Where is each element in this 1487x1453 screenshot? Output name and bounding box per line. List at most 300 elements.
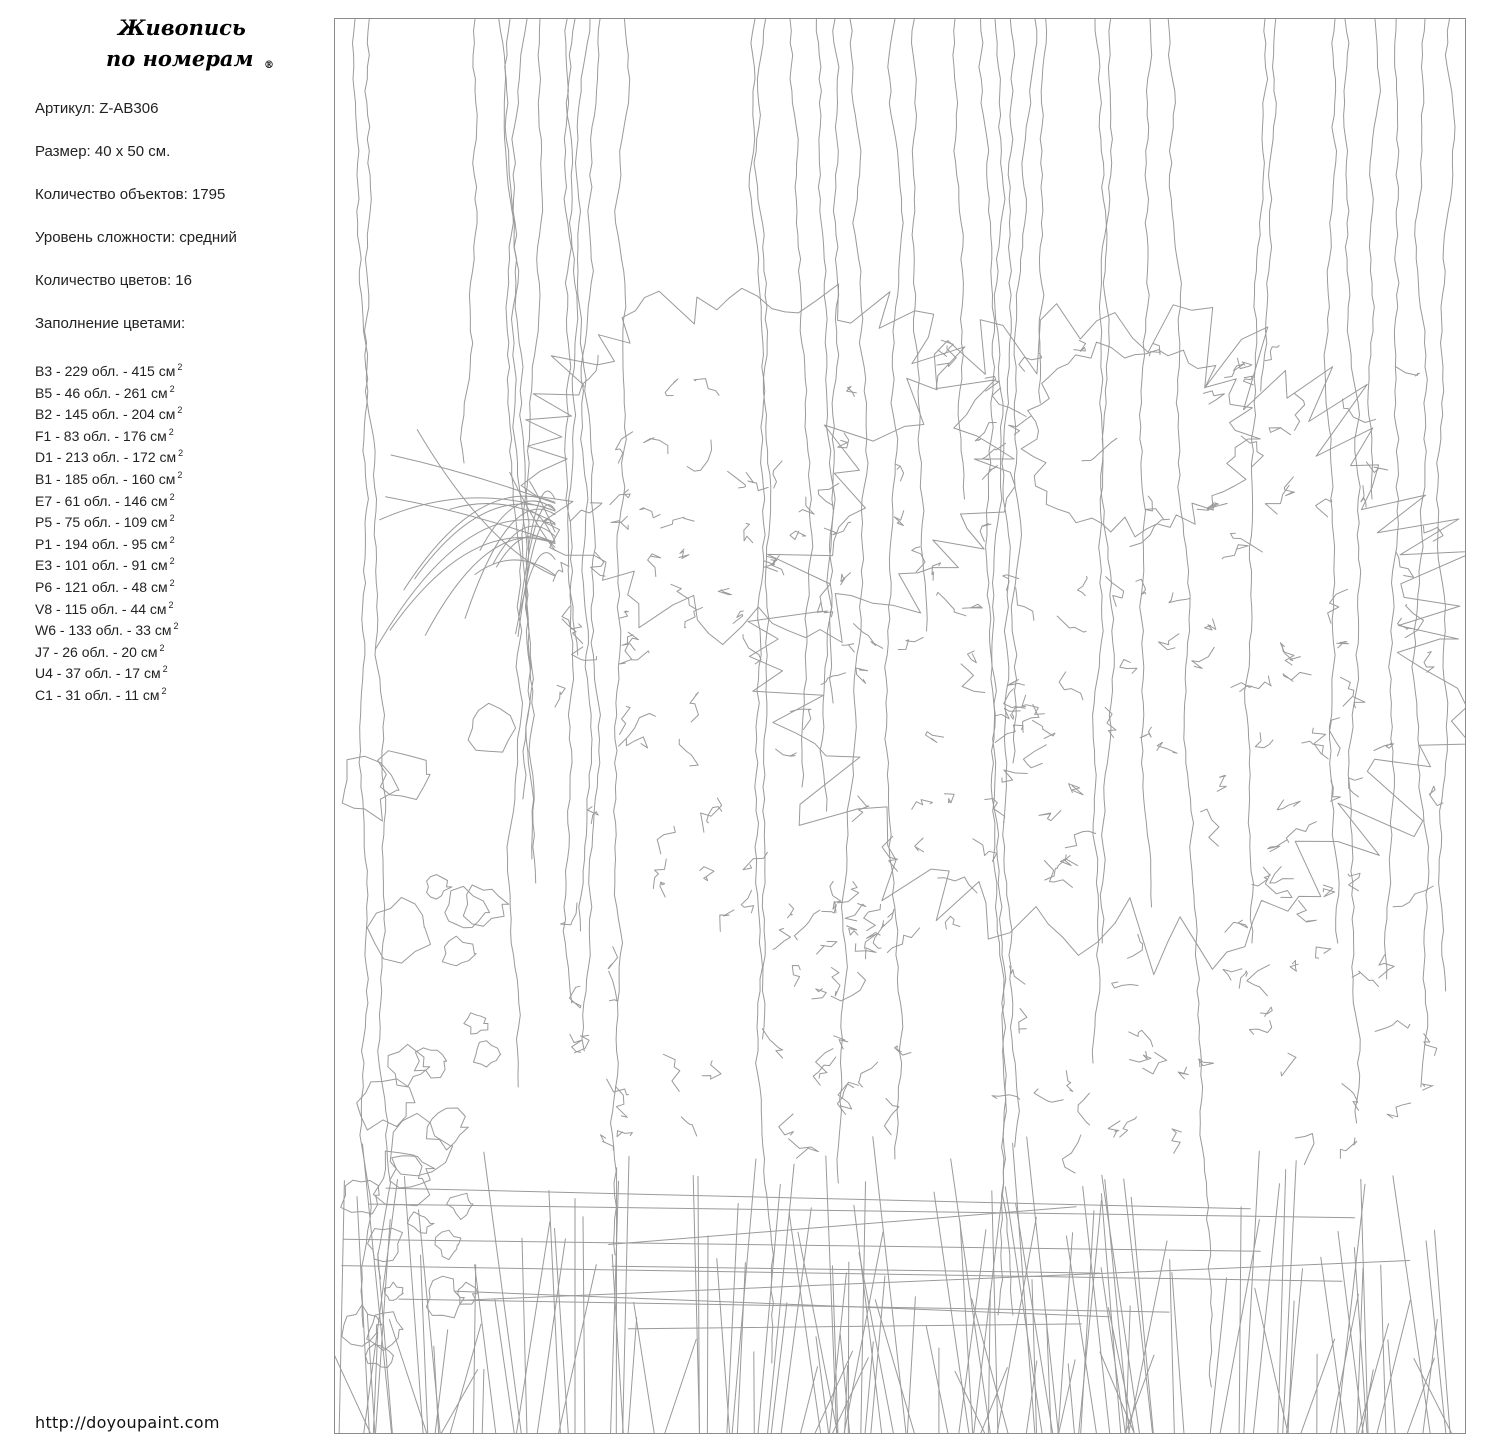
- fur-stroke: [1009, 416, 1032, 435]
- grass-blade: [861, 1182, 866, 1434]
- tree-trunk-line: [461, 19, 478, 463]
- fur-stroke: [685, 607, 703, 627]
- fur-stroke: [1078, 576, 1088, 595]
- fur-stroke: [1082, 438, 1117, 461]
- fur-stroke: [1396, 367, 1420, 376]
- fur-stroke: [1250, 1021, 1272, 1035]
- fur-stroke: [665, 379, 678, 396]
- fur-stroke: [1422, 1084, 1433, 1090]
- fur-stroke: [1250, 676, 1271, 689]
- fur-stroke: [985, 376, 999, 391]
- tree-trunks: [353, 19, 1456, 1387]
- grass-blade: [664, 1339, 696, 1434]
- tree-trunk-line: [912, 19, 928, 631]
- fur-stroke: [562, 606, 582, 629]
- fur-stroke: [1223, 969, 1242, 980]
- fur-stroke: [1302, 741, 1328, 759]
- fur-stroke: [1136, 579, 1146, 594]
- fur-stroke: [1312, 728, 1325, 754]
- grass-blade: [1124, 1179, 1153, 1434]
- tree-trunk-line: [576, 19, 601, 1051]
- legend-item: P6 - 121 обл. - 48 см $^2$: [35, 577, 175, 595]
- fur-stroke: [743, 852, 767, 870]
- tree-trunk-line: [563, 19, 575, 1003]
- fur-stroke: [799, 497, 814, 514]
- grass-blade: [717, 1259, 730, 1434]
- fur-stroke: [859, 1062, 878, 1087]
- fur-stroke: [794, 910, 820, 940]
- fur-stroke: [818, 483, 839, 505]
- foliage-blob: [447, 1193, 473, 1219]
- grass-blade: [1414, 1359, 1453, 1435]
- foliage-blob: [373, 1151, 429, 1206]
- fur-stroke: [1158, 634, 1178, 650]
- fur-stroke: [640, 508, 660, 518]
- fur-stroke: [1405, 605, 1423, 638]
- fur-stroke: [1129, 1030, 1153, 1046]
- fur-stroke: [912, 800, 933, 810]
- foliage-blob: [442, 936, 476, 966]
- grass-blade: [754, 1352, 755, 1434]
- fur-stroke: [1297, 901, 1316, 922]
- legend-item: B5 - 46 обл. - 261 см $^2$: [35, 383, 175, 401]
- tree-trunk-line: [790, 19, 813, 787]
- fur-stroke: [1270, 867, 1294, 883]
- fur-stroke: [617, 1131, 632, 1137]
- fur-stroke: [661, 517, 694, 528]
- fur-stroke: [790, 531, 806, 540]
- foliage-blob: [426, 1276, 464, 1318]
- legend-item: P5 - 75 обл. - 109 см $^2$: [35, 513, 175, 531]
- fur-stroke: [865, 933, 881, 949]
- fur-stroke: [626, 737, 647, 748]
- fur-stroke: [1203, 391, 1224, 404]
- fur-stroke: [762, 1029, 782, 1058]
- fur-stroke: [619, 714, 656, 747]
- fur-stroke: [1340, 677, 1353, 706]
- branch-line: [628, 1324, 1081, 1329]
- fur-stroke: [915, 838, 924, 852]
- fur-stroke: [1281, 1053, 1296, 1076]
- tree-trunk-line: [1324, 19, 1339, 943]
- grass-blade: [537, 1239, 565, 1434]
- fur-stroke: [1120, 1117, 1137, 1137]
- grass-blade: [583, 1217, 585, 1434]
- fur-stroke: [1034, 1089, 1063, 1102]
- fur-stroke: [660, 882, 665, 897]
- fur-stroke: [841, 573, 851, 585]
- fur-stroke: [1237, 358, 1251, 368]
- fur-stroke: [1205, 619, 1216, 630]
- tree-trunk-line: [1092, 19, 1112, 1063]
- grass-blade: [767, 1164, 794, 1434]
- tree-trunk-line: [885, 19, 904, 1159]
- tree-trunk-line: [565, 19, 578, 655]
- fur-stroke: [1120, 660, 1137, 674]
- fur-stroke: [741, 890, 753, 913]
- fur-stroke: [1002, 770, 1027, 782]
- fur-stroke: [1023, 745, 1046, 768]
- fur-stroke: [779, 1114, 794, 1135]
- grass-blade: [475, 1265, 496, 1434]
- fur-stroke: [687, 440, 712, 471]
- fur-stroke: [1225, 364, 1244, 378]
- fur-stroke: [1222, 545, 1248, 559]
- legend-item: W6 - 133 обл. - 33 см $^2$: [35, 621, 179, 639]
- fur-stroke: [1199, 1059, 1214, 1067]
- fur-stroke: [1057, 616, 1086, 632]
- fur-stroke: [992, 388, 1026, 417]
- grass-blade: [873, 1137, 906, 1434]
- fur-stroke: [587, 807, 598, 824]
- tree-trunk-line: [991, 19, 1013, 1315]
- fur-stroke: [788, 904, 794, 918]
- tree-trunk-line: [611, 19, 630, 1255]
- fur-stroke: [1328, 589, 1348, 623]
- tree-trunk-line: [837, 19, 868, 1183]
- grass-blade: [960, 1221, 973, 1434]
- tree-trunk-line: [1261, 19, 1277, 391]
- tree-trunk-line: [1011, 19, 1037, 763]
- fur-stroke: [1010, 966, 1025, 984]
- fill-heading: Заполнение цветами:: [35, 315, 186, 332]
- fur-stroke: [816, 1049, 833, 1079]
- brand-line-2: по номерам: [106, 46, 254, 71]
- fur-stroke: [1231, 533, 1263, 552]
- legend-item: B2 - 145 обл. - 204 см $^2$: [35, 405, 183, 423]
- grass-blade: [727, 1204, 738, 1435]
- grass-blade: [844, 1232, 883, 1434]
- fur-stroke: [773, 929, 791, 950]
- legend-item: V8 - 115 обл. - 44 см $^2$: [35, 599, 174, 617]
- grass-blade: [628, 1318, 637, 1434]
- fur-stroke: [855, 944, 876, 959]
- grass-blade: [339, 1181, 344, 1434]
- grass-blade: [612, 1254, 623, 1434]
- fur-stroke: [1074, 340, 1086, 351]
- fur-stroke: [894, 511, 904, 526]
- grass-blade: [1005, 1187, 1042, 1434]
- fur-stroke: [608, 947, 618, 969]
- fur-stroke: [1277, 800, 1300, 810]
- fur-stroke: [1294, 393, 1304, 430]
- fur-stroke: [694, 379, 719, 396]
- fur-stroke: [944, 794, 954, 803]
- fur-stroke: [847, 387, 857, 397]
- fur-stroke: [1078, 1093, 1090, 1125]
- foliage-blob: [414, 1048, 446, 1078]
- fur-stroke: [1128, 934, 1143, 958]
- fur-stroke: [1231, 683, 1252, 692]
- grass-blade: [378, 1253, 393, 1434]
- fur-stroke: [1268, 840, 1288, 852]
- fur-stroke: [856, 668, 868, 683]
- foliage-blob: [367, 897, 430, 963]
- grass-blade: [450, 1324, 481, 1434]
- grass-blade: [826, 1156, 837, 1434]
- fur-stroke: [1265, 874, 1292, 897]
- whisker-strand: [390, 538, 555, 631]
- fur-stroke: [790, 709, 811, 729]
- fur-stroke: [1295, 1134, 1314, 1165]
- fur-stroke: [896, 464, 904, 481]
- fur-stroke: [1247, 965, 1270, 996]
- fur-stroke: [945, 916, 960, 929]
- tree-trunk-line: [827, 19, 839, 703]
- grass-blade: [555, 1229, 569, 1435]
- fur-stroke: [728, 471, 746, 488]
- fur-stroke: [663, 1054, 680, 1091]
- foliage-blob: [435, 1230, 461, 1259]
- fur-stroke: [789, 1139, 819, 1159]
- fur-stroke: [1033, 720, 1056, 738]
- fur-stroke: [648, 554, 661, 577]
- grass-blade: [1083, 1186, 1110, 1434]
- fur-stroke: [679, 739, 698, 766]
- fur-stroke: [1065, 831, 1095, 848]
- fur-stroke: [583, 355, 598, 387]
- fur-stroke: [720, 910, 734, 932]
- foliage-blob: [464, 1013, 488, 1034]
- fur-stroke: [1108, 1121, 1120, 1137]
- line-art-canvas: [334, 18, 1466, 1434]
- fur-stroke: [609, 971, 617, 1001]
- fur-stroke: [1269, 428, 1290, 435]
- tree-trunk-line: [1344, 19, 1361, 1123]
- tree-trunk-line: [1368, 19, 1381, 499]
- fur-stroke: [1340, 1138, 1356, 1159]
- fur-stroke: [1375, 1021, 1410, 1032]
- fur-stroke: [980, 524, 991, 542]
- fur-stroke: [771, 556, 784, 575]
- fur-stroke: [776, 749, 797, 756]
- fur-stroke: [824, 522, 850, 535]
- branch-line: [369, 1204, 1355, 1218]
- fur-stroke: [1424, 652, 1434, 673]
- fur-stroke: [1342, 1084, 1359, 1111]
- fur-stroke: [864, 904, 881, 930]
- article-line: Артикул: Z-AB306: [35, 100, 159, 117]
- fur-stroke: [895, 1046, 911, 1055]
- fur-stroke: [1157, 742, 1177, 753]
- fur-stroke: [1062, 1135, 1081, 1173]
- fur-stroke: [926, 732, 944, 743]
- fur-stroke: [1316, 499, 1332, 517]
- fur-stroke: [854, 624, 883, 649]
- grass-blade: [1105, 1180, 1130, 1434]
- registered-mark: ®: [264, 60, 274, 71]
- fur-stroke: [831, 972, 865, 1001]
- grass-blade: [364, 1180, 398, 1435]
- colors-count-line: Количество цветов: 16: [35, 272, 192, 289]
- fur-stroke: [644, 438, 668, 454]
- grass-blade: [871, 1276, 885, 1434]
- grass-blade: [1079, 1200, 1102, 1434]
- bear-cub-head-outline: [1021, 342, 1260, 537]
- fur-stroke: [932, 563, 941, 580]
- grass-blade: [707, 1236, 708, 1434]
- legend-item: C1 - 31 обл. - 11 см $^2$: [35, 685, 167, 703]
- grass-blade: [558, 1265, 596, 1434]
- grass-blade: [1253, 1184, 1279, 1434]
- fur-stroke: [1282, 645, 1294, 665]
- grass-blade: [1393, 1176, 1431, 1434]
- foliage-blob: [390, 1156, 435, 1188]
- fur-stroke: [746, 473, 768, 491]
- fur-stroke: [601, 1135, 614, 1151]
- grass-blade: [440, 1370, 477, 1435]
- grass-blade: [634, 1302, 655, 1434]
- fur-stroke: [1225, 920, 1248, 932]
- fur-stroke: [937, 592, 966, 616]
- grass-blade: [1423, 1320, 1438, 1435]
- fur-stroke: [1019, 1008, 1027, 1033]
- fur-stroke: [1265, 345, 1279, 360]
- brand-logo: [96, 12, 296, 74]
- website-url: http://doyoupaint.com: [35, 1413, 220, 1432]
- fur-stroke: [610, 490, 630, 505]
- fur-stroke: [1290, 961, 1298, 972]
- fur-stroke: [963, 604, 983, 608]
- fur-stroke: [838, 433, 849, 448]
- fur-stroke: [1252, 867, 1270, 886]
- fur-stroke: [1178, 1067, 1188, 1079]
- fur-stroke: [1387, 1103, 1411, 1118]
- foliage-blob: [341, 1180, 380, 1214]
- color-legend: [35, 357, 183, 703]
- foliage-blob: [468, 703, 515, 752]
- grass-blade: [1321, 1257, 1346, 1434]
- fur-stroke: [681, 1117, 696, 1136]
- tree-trunk-line: [1245, 19, 1268, 943]
- fur-stroke: [845, 904, 866, 921]
- fur-stroke: [995, 725, 1023, 743]
- fur-stroke: [773, 461, 782, 488]
- grass-blade: [516, 1222, 550, 1434]
- legend-item: B1 - 185 обл. - 160 см $^2$: [35, 469, 183, 487]
- fur-stroke: [733, 611, 743, 623]
- fur-stroke: [1352, 971, 1378, 987]
- fur-stroke: [1348, 873, 1360, 891]
- fur-stroke: [701, 798, 722, 832]
- fur-stroke: [1260, 1007, 1272, 1016]
- foliage-blob: [342, 756, 399, 821]
- objects-count-line: Количество объектов: 1795: [35, 186, 226, 203]
- fur-stroke: [838, 882, 859, 903]
- fur-stroke: [887, 928, 919, 953]
- tree-trunk-line: [512, 19, 534, 859]
- grass-blade: [482, 1369, 484, 1434]
- foliage-blob: [474, 1041, 501, 1067]
- fur-stroke: [555, 685, 565, 707]
- fur-stroke: [570, 1034, 582, 1052]
- grass-blade: [1338, 1232, 1363, 1435]
- fur-stroke: [792, 966, 800, 987]
- fur-stroke: [898, 637, 923, 649]
- fur-stroke: [744, 524, 753, 543]
- fur-stroke: [1323, 885, 1334, 897]
- fur-stroke: [1374, 743, 1394, 751]
- fur-stroke: [1059, 672, 1083, 700]
- fur-stroke: [1039, 811, 1061, 821]
- grass-blade: [522, 1238, 527, 1434]
- fur-stroke: [1283, 672, 1311, 681]
- size-line: Размер: 40 х 50 см.: [35, 143, 171, 160]
- fur-stroke: [607, 1079, 629, 1095]
- grass-blade: [623, 1156, 629, 1434]
- fur-stroke: [1169, 593, 1190, 603]
- legend-item: D1 - 213 обл. - 172 см $^2$: [35, 448, 184, 466]
- legend-item: E7 - 61 обл. - 146 см $^2$: [35, 491, 175, 509]
- grass-blade: [926, 1326, 948, 1434]
- tree-trunk-line: [1140, 19, 1152, 907]
- legend-item: P1 - 194 обл. - 95 см $^2$: [35, 534, 175, 552]
- product-info: [35, 98, 325, 356]
- grass-blade: [495, 1300, 515, 1435]
- fur-stroke: [822, 902, 837, 914]
- fur-stroke: [1016, 588, 1034, 621]
- fur-stroke: [961, 664, 985, 693]
- tree-trunk-line: [365, 19, 391, 1279]
- foliage-blob: [427, 875, 452, 900]
- fur-stroke: [1130, 519, 1169, 546]
- fur-stroke: [1112, 982, 1138, 988]
- fur-stroke: [620, 707, 631, 735]
- fur-stroke: [679, 549, 689, 559]
- tree-trunk-line: [1412, 19, 1429, 1087]
- fur-stroke: [1255, 733, 1273, 748]
- bears-outline: [375, 284, 1466, 1173]
- fur-stroke: [700, 867, 714, 881]
- legend-item: J7 - 26 обл. - 20 см $^2$: [35, 642, 165, 660]
- fur-stroke: [1316, 947, 1331, 958]
- branch-line: [399, 1299, 1169, 1312]
- tree-trunk-line: [1168, 19, 1212, 1387]
- fur-stroke: [1201, 809, 1219, 846]
- undergrowth: [335, 1137, 1453, 1434]
- grass-blade: [435, 1330, 448, 1434]
- tree-trunk-line: [522, 19, 543, 883]
- grass-blade: [1046, 1314, 1051, 1434]
- fur-stroke: [657, 826, 675, 854]
- fur-stroke: [1396, 552, 1414, 578]
- tree-trunk-line: [1385, 19, 1399, 979]
- whisker-strand: [516, 553, 555, 634]
- fur-stroke: [812, 989, 826, 999]
- fur-stroke: [1239, 971, 1247, 988]
- grass-blade: [1170, 1260, 1175, 1434]
- tree-trunk-line: [1039, 19, 1047, 403]
- fur-stroke: [831, 968, 840, 997]
- fur-stroke: [1066, 1071, 1073, 1092]
- grass-blade: [1101, 1268, 1126, 1434]
- fur-stroke: [1241, 436, 1263, 467]
- fur-stroke: [1145, 496, 1163, 519]
- fur-stroke: [1286, 822, 1316, 843]
- legend-item: E3 - 101 обл. - 91 см $^2$: [35, 556, 175, 574]
- branch-line: [342, 1266, 1342, 1282]
- fur-stroke: [1361, 486, 1366, 508]
- fur-stroke: [837, 1082, 858, 1114]
- grass-blade: [1336, 1184, 1365, 1434]
- fur-stroke: [834, 1036, 848, 1049]
- fur-stroke: [671, 584, 697, 609]
- fur-stroke: [718, 589, 731, 595]
- fur-stroke: [743, 635, 761, 665]
- grass-blade: [781, 1208, 811, 1434]
- fur-stroke: [881, 909, 894, 928]
- tree-trunk-line: [1437, 19, 1456, 991]
